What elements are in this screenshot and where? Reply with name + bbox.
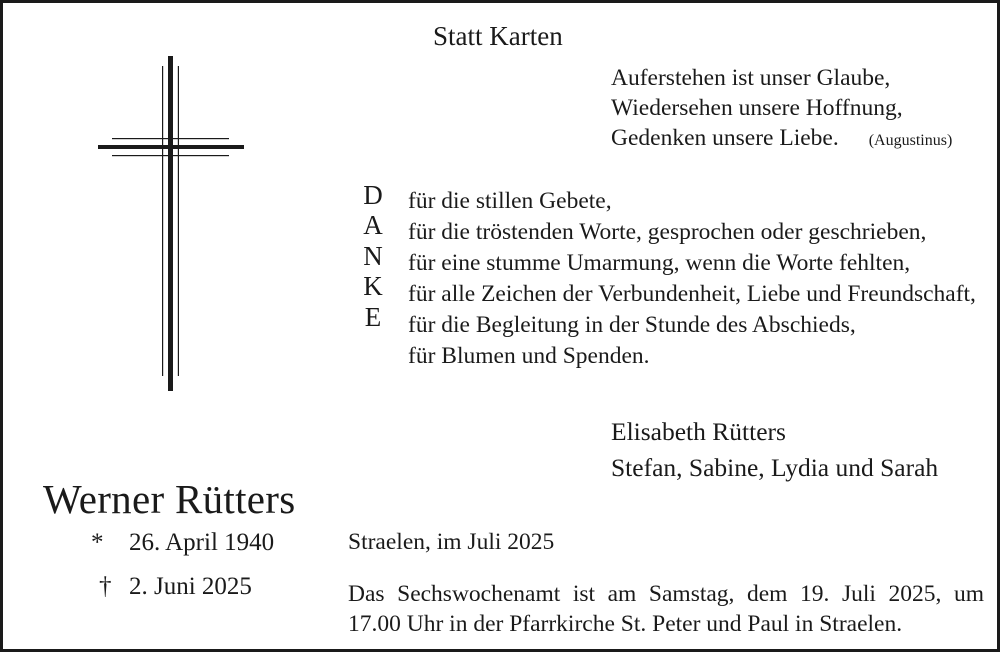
death-date: 2. Juni 2025: [129, 573, 252, 600]
quote-block: [611, 63, 952, 156]
notice-line: 17.00 Uhr in der Pfarrkirche St. Peter und Paul in Straelen.: [348, 611, 903, 637]
quote-line: [611, 123, 952, 156]
birth-star-icon: *: [91, 529, 104, 556]
danke-letter: K: [363, 271, 383, 302]
thanks-line: für die stillen Gebete,: [408, 188, 612, 214]
notice-line: Das Sechswochenamt ist am Samstag, dem 19. Juli 2025, um: [348, 581, 984, 607]
deceased-name: Werner Rütters: [43, 476, 296, 522]
death-date-row: [99, 573, 252, 601]
thanks-line: für Blumen und Spenden.: [408, 343, 650, 369]
signer-line: Stefan, Sabine, Lydia und Sarah: [611, 453, 939, 482]
thanks-line: für eine stumme Umarmung, wenn die Worte fehlten,: [408, 250, 911, 276]
thanks-list: [408, 186, 976, 372]
danke-acrostic: [361, 180, 385, 332]
quote-line: Auferstehen ist unser Glaube,: [611, 65, 891, 91]
danke-letter: E: [364, 301, 382, 332]
place-and-date: Straelen, im Juli 2025: [348, 529, 555, 555]
quote-author: (Augustinus): [868, 132, 953, 149]
signers-block: [611, 414, 938, 486]
danke-letter: N: [363, 240, 383, 271]
quote-line-text: Gedenken unsere Liebe.: [611, 125, 839, 151]
thanks-line: für die Begleitung in der Stunde des Abschieds,: [408, 312, 856, 338]
quote-line: Wiedersehen unsere Hoffnung,: [611, 95, 903, 121]
signer-line: Elisabeth Rütters: [611, 417, 786, 446]
header-statt-karten: Statt Karten: [433, 21, 563, 51]
danke-letter: A: [363, 210, 383, 241]
thanks-line: für alle Zeichen der Verbundenheit, Liebe und Freundschaft,: [408, 281, 976, 307]
thanks-line: für die tröstenden Worte, gesprochen oder geschrieben,: [408, 219, 927, 245]
danke-letter: D: [363, 180, 383, 210]
service-notice: [348, 579, 984, 639]
birth-date: 26. April 1940: [129, 529, 275, 556]
latin-cross-icon: [98, 56, 248, 396]
birth-date-row: [91, 529, 274, 557]
dagger-cross-icon: †: [99, 573, 112, 600]
